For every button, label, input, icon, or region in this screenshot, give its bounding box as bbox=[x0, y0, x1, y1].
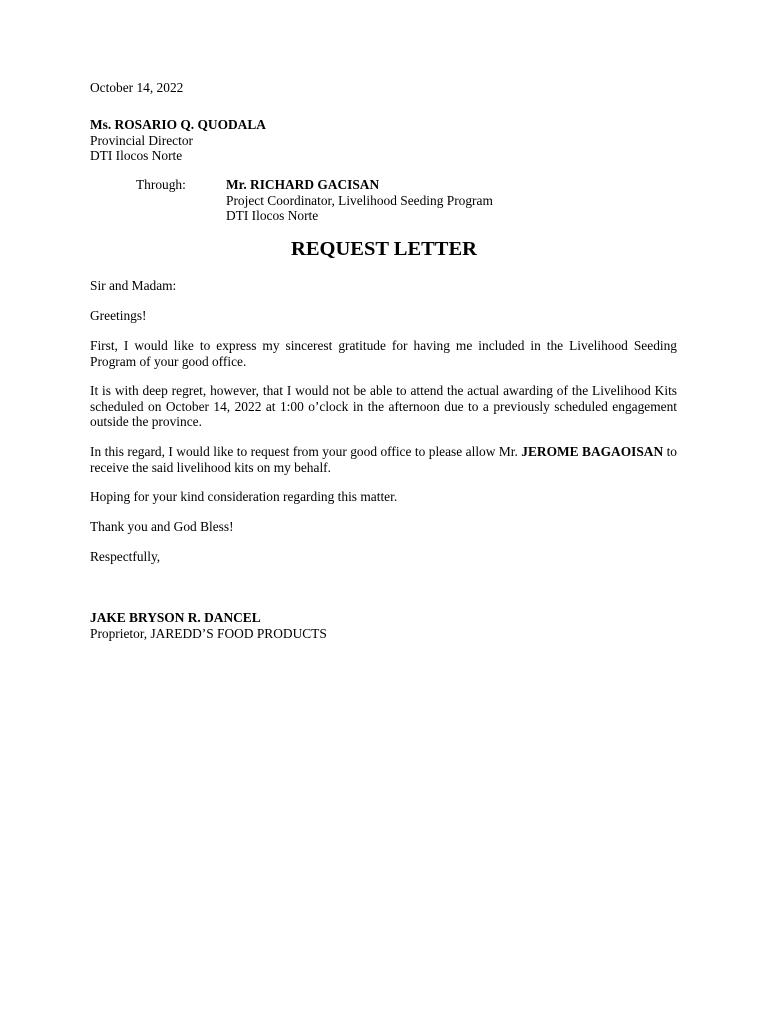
body-paragraph-2: It is with deep regret, however, that I would not be able to attend the actual awarding of the Livelihood Kits scheduled on October 14, 2022 at 1:00 o’clock in the afternoon due to a previously scheduled engagement outside the province. bbox=[90, 383, 677, 429]
signatory-block bbox=[90, 610, 327, 641]
signatory-name: JAKE BRYSON R. DANCEL bbox=[90, 610, 261, 625]
through-title: Project Coordinator, Livelihood Seeding Program bbox=[226, 192, 493, 208]
authorized-representative-name: JEROME BAGAOISAN bbox=[521, 444, 664, 459]
through-office: DTI Ilocos Norte bbox=[226, 208, 319, 223]
body-paragraph-4: Hoping for your kind consideration regarding this matter. bbox=[90, 489, 398, 504]
salutation: Sir and Madam: bbox=[90, 278, 177, 293]
paragraph-3-text-start: In this regard, I would like to request from your good office to please allow Mr. bbox=[90, 444, 522, 459]
paragraph-3-text-end: to receive the said livelihood kits on my behalf. bbox=[90, 444, 678, 475]
letter-date: October 14, 2022 bbox=[90, 80, 184, 95]
recipient-name: Ms. ROSARIO Q. QUODALA bbox=[90, 117, 266, 132]
through-block bbox=[226, 177, 493, 224]
closing: Respectfully, bbox=[90, 549, 161, 564]
body-paragraph-1: First, I would like to express my sincerest gratitude for having me included in the Livelihood Seeding Program of your good office. bbox=[90, 338, 677, 369]
greeting: Greetings! bbox=[90, 308, 147, 323]
body-paragraph-3 bbox=[90, 444, 677, 475]
recipient-office: DTI Ilocos Norte bbox=[90, 148, 183, 163]
through-label: Through: bbox=[136, 177, 186, 192]
recipient-block bbox=[90, 117, 266, 164]
body-paragraph-5: Thank you and God Bless! bbox=[90, 519, 234, 534]
letter-heading: REQUEST LETTER bbox=[291, 238, 477, 260]
recipient-title: Provincial Director bbox=[90, 132, 193, 148]
through-name: Mr. RICHARD GACISAN bbox=[226, 177, 380, 192]
signatory-title: Proprietor, JAREDD’S FOOD PRODUCTS bbox=[90, 625, 327, 641]
